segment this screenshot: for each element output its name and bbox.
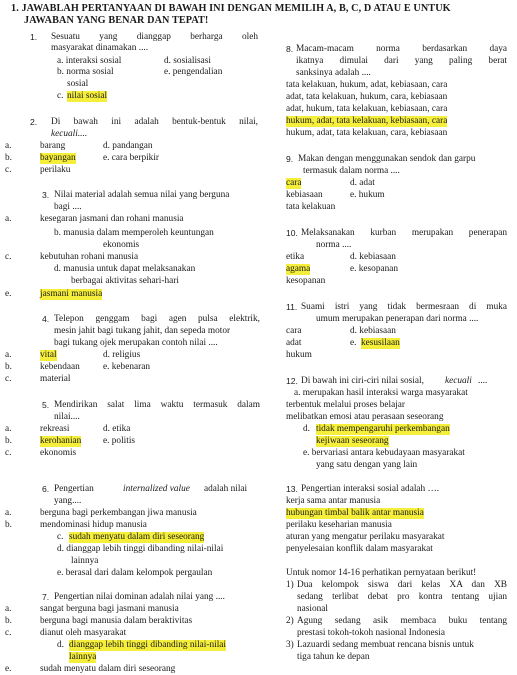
option-e: e. hukum — [350, 190, 385, 200]
answer-highlight: kesusilaan — [361, 338, 400, 348]
option-letter: b. — [5, 616, 12, 626]
option-c: material — [40, 374, 71, 384]
option-letter: b. — [5, 520, 12, 530]
question-number: 3. — [42, 190, 50, 200]
option-c: ekonomis — [40, 448, 77, 458]
option-letter: c. — [5, 448, 12, 458]
answer-highlight: dianggap lebih tinggi dibanding nilai-nilai — [69, 640, 226, 650]
option-letter: a. — [5, 604, 12, 614]
page-title-line2: JAWABAN YANG BENAR DAN TEPAT! — [24, 15, 209, 26]
option-a: kesegaran jasmani dan rohani manusia — [40, 214, 184, 224]
question-text: yang.... — [54, 496, 82, 506]
option-c: hukum — [286, 350, 312, 360]
question-number: 11. — [286, 302, 298, 312]
statement-text: sedang terlibat debat pro kontra tentang ujian — [297, 592, 507, 602]
option-d-cont: berbagai aktivitas sehari-hari — [71, 276, 179, 286]
option-b: mendominasi hidup manusia — [40, 520, 147, 530]
option-c-letter: c. — [57, 91, 64, 101]
option-e: e. bervariasi antara kebudayaan masyarakat — [303, 448, 465, 458]
option-d: d. etika — [103, 424, 131, 434]
option-c-letter: c. — [57, 532, 64, 542]
question-text: ikatnya dimulai dari yang paling berat — [296, 56, 507, 66]
option-e: e. politis — [103, 436, 136, 446]
option-e-cont: yang satu dengan yang lain — [316, 460, 418, 470]
question-number: 12. — [286, 376, 298, 386]
option-b: b. norma sosial — [57, 67, 114, 77]
question-text: Telepon genggam bagi agen pulsa elektrik, — [54, 314, 260, 324]
option-a: a. interaksi sosial — [57, 56, 122, 66]
option-d: d. religius — [103, 350, 141, 360]
answer-highlight: tidak mempengaruhi perkembangan — [316, 424, 450, 434]
answer-highlight: nilai sosial — [67, 91, 108, 101]
option-c: dianut oleh masyarakat — [40, 628, 127, 638]
option-letter: c. — [5, 165, 12, 175]
option-letter: a. — [5, 350, 12, 360]
answer-highlight: hukum, adat, tata kelakuan, kebiasaan, cara — [286, 116, 448, 126]
option-a: cara — [286, 326, 302, 336]
question-text: nilai.... — [54, 412, 80, 422]
question-text-italic: internalized value — [123, 484, 190, 494]
option-e: e. kesopanan — [350, 264, 399, 274]
option-e: e. pengendalian — [164, 67, 223, 77]
option-a: rekreasi — [40, 424, 70, 434]
option-e: e. cara berpikir — [103, 153, 160, 163]
option-letter: c. — [5, 628, 12, 638]
question-text: Di bawah ini adalah bentuk-bentuk nilai, — [51, 117, 258, 127]
statement-text: Lazuardi sedang membuat rencana bisnis untuk — [297, 640, 474, 650]
option-letter: c. — [5, 374, 12, 384]
statement-text: Agung sedang asik membaca buku tentang — [297, 616, 507, 626]
option-c: kebutuhan rohani manusia — [40, 252, 139, 262]
option-d-letter: d. — [57, 640, 64, 650]
option-e: hukum, adat, tata kelakuan, cara, kebiasaan — [286, 128, 448, 138]
option-letter: a. — [5, 424, 12, 434]
option-b: terbentuk melalui proses belajar — [286, 400, 406, 410]
question-text: bagi .... — [54, 202, 82, 212]
option-c: kesopanan — [286, 276, 326, 286]
question-text: Nilai material adalah semua nilai yang berguna — [54, 190, 230, 200]
option-letter: c. — [5, 252, 12, 262]
option-e: sudah menyatu dalam diri seseorang — [40, 664, 176, 674]
option-b: kebiasaan — [286, 190, 323, 200]
option-c: perilaku keseharian manusia — [286, 520, 392, 530]
option-b: adat, tata kelakuan, hukum, cara, kebiasaan — [286, 92, 448, 102]
question-text: .... — [478, 376, 488, 386]
answer-highlight: bayangan — [40, 153, 76, 163]
question-text: Melaksanakan kurban merupakan penerapan — [301, 228, 507, 238]
answer-highlight-cont: lainnya — [69, 652, 97, 662]
option-letter: a. — [5, 141, 12, 151]
answer-highlight: jasmani manusia — [40, 289, 103, 299]
question-number: 13. — [286, 484, 298, 494]
option-b-cont: sosial — [67, 79, 89, 89]
option-e-letter: e. — [350, 338, 357, 348]
option-c: tata kelakuan — [286, 202, 336, 212]
question-number: 4. — [42, 314, 50, 324]
option-letter: a. — [5, 214, 12, 224]
question-text: mesin jahit bagi tukang jahit, dan sepeda motor — [54, 326, 231, 336]
answer-highlight: kerohanian — [40, 436, 82, 446]
option-a: a. merupakan hasil interaksi warga masyarakat — [294, 388, 468, 398]
question-text: sanksinya adalah .... — [296, 68, 371, 78]
option-e: penyelesaian konflik dalam masyarakat — [286, 544, 433, 554]
option-c: adat, hukum, tata kelakuan, kebiasaan, cara — [286, 104, 448, 114]
option-letter: b. — [5, 436, 12, 446]
answer-highlight: hubungan timbal balik antar manusia — [286, 508, 424, 518]
option-a: sangat berguna bagi jasmani manusia — [40, 604, 179, 614]
option-letter: e. — [5, 664, 12, 674]
question-text: Di bawah ini ciri-ciri nilai sosial, — [301, 376, 424, 386]
option-d: d. pandangan — [103, 141, 153, 151]
question-text: adalah nilai — [204, 484, 248, 494]
page-title: 1. JAWABLAH PERTANYAAN DI BAWAH INI DENGAN MEMILIH A, B, C, D ATAU E UNTUK — [11, 3, 451, 14]
question-text: Sesuatu yang dianggap berharga oleh — [51, 32, 258, 42]
option-d: d. adat — [350, 178, 375, 188]
statement-number: 1) — [286, 580, 294, 590]
question-text: masyarakat dinamakan .... — [51, 43, 149, 53]
instruction-text: Untuk nomor 14-16 perhatikan pernyataan berikut! — [286, 568, 477, 578]
option-b: adat — [286, 338, 302, 348]
question-text: Pengertian interaksi sosial adalah …. — [301, 484, 440, 494]
option-d-letter: d. — [303, 424, 310, 434]
statement-number: 3) — [286, 640, 294, 650]
question-number: 1. — [30, 32, 38, 42]
question-text: Makan dengan menggunakan sendok dan garpu — [298, 154, 476, 164]
question-text: Pengertian — [54, 484, 94, 494]
question-text: Macam-macam norma berdasarkan daya — [296, 44, 507, 54]
option-e: e. kebenaran — [103, 362, 150, 372]
option-d: d. manusia untuk dapat melaksanakan — [54, 264, 196, 274]
question-text: termasuk dalam norma .... — [303, 166, 400, 176]
question-text: Suami istri yang tidak bermesraan di muka — [301, 302, 507, 312]
answer-highlight-cont: kejiwaan seseorang — [316, 436, 389, 446]
option-d: d. sosialisasi — [164, 56, 212, 66]
question-number: 8. — [286, 44, 294, 54]
option-c: perilaku — [40, 165, 71, 175]
question-number: 9. — [286, 154, 294, 164]
statement-number: 2) — [286, 616, 294, 626]
option-a: berguna bagi perkembangan jiwa manusia — [40, 508, 197, 518]
option-b-cont: ekonomis — [103, 240, 140, 250]
statement-text: Dua kelompok siswa dari kelas XA dan XB — [297, 580, 507, 590]
option-letter: b. — [5, 153, 12, 163]
question-number: 10. — [286, 228, 298, 238]
option-a: etika — [286, 252, 305, 262]
option-a: tata kelakuan, hukum, adat, kebiasaan, cara — [286, 80, 448, 90]
question-number: 7. — [42, 592, 50, 602]
option-d: d. kebiasaan — [350, 326, 396, 336]
option-c: melibatkan emosi atau perasaan seseorang — [286, 412, 444, 422]
option-b: kebendaan — [40, 362, 80, 372]
option-b: berguna bagi manusia dalam beraktivitas — [40, 616, 193, 626]
question-text: umum merupakan penerapan dari norma .... — [316, 314, 479, 324]
option-letter: a. — [5, 508, 12, 518]
question-text: bagi tukang ojek merupakan contoh nilai .... — [54, 338, 218, 348]
question-number: 5. — [42, 400, 50, 410]
question-text: kecuali.... — [51, 129, 88, 139]
statement-text: nasional — [297, 604, 328, 614]
option-a: barang — [40, 141, 66, 151]
option-d: d. kebiasaan — [350, 252, 396, 262]
option-letter: b. — [5, 362, 12, 372]
option-letter: e. — [5, 289, 12, 299]
option-d-cont: lainnya — [71, 556, 99, 566]
question-text: Pengertian nilai dominan adalah nilai yang .... — [54, 592, 225, 602]
answer-highlight: sudah menyatu dalam diri seseorang — [69, 532, 205, 542]
question-text: norma .... — [316, 240, 352, 250]
option-b: b. manusia dalam memperoleh keuntungan — [54, 228, 214, 238]
question-text-italic: kecuali — [445, 376, 472, 386]
answer-highlight: agama — [286, 264, 311, 274]
question-number: 2. — [30, 117, 38, 127]
option-d: aturan yang mengatur perilaku masyarakat — [286, 532, 445, 542]
statement-text: prestasi tokoh-tokoh nasional Indonesia — [297, 628, 445, 638]
question-number: 6. — [42, 484, 50, 494]
option-d: d. dianggap lebih tinggi dibanding nilai-nilai — [57, 544, 224, 554]
answer-highlight: cara — [286, 178, 302, 188]
option-e: e. berasal dari dalam kelompok pergaulan — [57, 568, 213, 578]
statement-text: tiga tahun ke depan — [297, 652, 370, 662]
question-text: Mendirikan salat lima waktu termasuk dalam — [54, 400, 260, 410]
answer-highlight: vital — [40, 350, 57, 360]
option-a: kerja sama antar manusia — [286, 496, 381, 506]
